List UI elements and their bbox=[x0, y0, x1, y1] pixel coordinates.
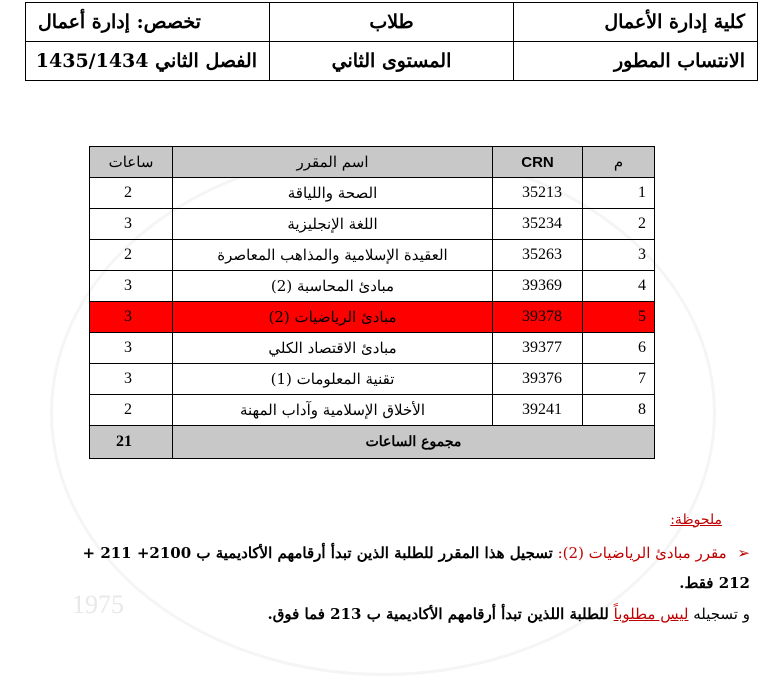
row-crn: 39369 bbox=[493, 271, 583, 302]
total-hours-label: مجموع الساعات bbox=[173, 426, 655, 459]
table-row bbox=[90, 178, 655, 209]
row-crn: 39377 bbox=[493, 333, 583, 364]
row-hours: 3 bbox=[90, 271, 173, 302]
row-course-name: مبادئ الاقتصاد الكلي bbox=[173, 333, 493, 364]
row-hours: 3 bbox=[90, 209, 173, 240]
row-course-name: العقيدة الإسلامية والمذاهب المعاصرة bbox=[173, 240, 493, 271]
row-crn: 35234 bbox=[493, 209, 583, 240]
header-course-name: اسم المقرر bbox=[173, 147, 493, 178]
audience: طلاب bbox=[270, 3, 514, 42]
row-num: 5 bbox=[583, 302, 655, 333]
college-name: كلية إدارة الأعمال bbox=[514, 3, 758, 42]
note-not-required: ليس مطلوباً bbox=[613, 605, 689, 623]
courses-table bbox=[89, 146, 655, 459]
specialization: تخصص: إدارة أعمال bbox=[26, 3, 270, 42]
note-line-2: 212 فقط. bbox=[679, 574, 750, 592]
note-line-3 bbox=[10, 605, 750, 623]
table-row bbox=[90, 333, 655, 364]
row-num: 6 bbox=[583, 333, 655, 364]
level: المستوى الثاني bbox=[270, 42, 514, 81]
table-row bbox=[90, 209, 655, 240]
check-arrow-icon: ➢ bbox=[737, 544, 750, 562]
row-num: 1 bbox=[583, 178, 655, 209]
row-num: 4 bbox=[583, 271, 655, 302]
row-crn: 39376 bbox=[493, 364, 583, 395]
table-row bbox=[90, 364, 655, 395]
row-num: 8 bbox=[583, 395, 655, 426]
note-course-name: مقرر مبادئ الرياضيات (2): bbox=[557, 544, 727, 562]
row-hours: 3 bbox=[90, 302, 173, 333]
row-course-name: مبادئ المحاسبة (2) bbox=[173, 271, 493, 302]
note-line-3-text: للطلبة اللذين تبدأ أرقامهم الأكاديمية ب 213 فما فوق. bbox=[267, 605, 609, 623]
row-crn: 39241 bbox=[493, 395, 583, 426]
row-num: 2 bbox=[583, 209, 655, 240]
watermark-year: 1975 bbox=[72, 590, 124, 619]
row-course-name: الصحة واللياقة bbox=[173, 178, 493, 209]
total-hours-value: 21 bbox=[90, 426, 173, 459]
row-crn: 39378 bbox=[493, 302, 583, 333]
note-line-1-text: تسجيل هذا المقرر للطلبة الذين تبدأ أرقامهم الأكاديمية ب 2100+ 211 + bbox=[82, 544, 553, 562]
header-hours: ساعات bbox=[90, 147, 173, 178]
row-course-name: تقنية المعلومات (1) bbox=[173, 364, 493, 395]
row-num: 3 bbox=[583, 240, 655, 271]
row-hours: 2 bbox=[90, 395, 173, 426]
header-num: م bbox=[583, 147, 655, 178]
header-row-1 bbox=[26, 3, 758, 42]
table-row bbox=[90, 271, 655, 302]
table-row bbox=[90, 240, 655, 271]
row-hours: 2 bbox=[90, 178, 173, 209]
row-crn: 35263 bbox=[493, 240, 583, 271]
note-line-3-prefix: و تسجيله bbox=[693, 605, 750, 623]
row-course-name: اللغة الإنجليزية bbox=[173, 209, 493, 240]
courses-header-row bbox=[90, 147, 655, 178]
row-course-name: مبادئ الرياضيات (2) bbox=[173, 302, 493, 333]
total-row bbox=[90, 426, 655, 459]
semester: الفصل الثاني 1435/1434 bbox=[26, 42, 270, 81]
row-hours: 2 bbox=[90, 240, 173, 271]
row-crn: 35213 bbox=[493, 178, 583, 209]
row-course-name: الأخلاق الإسلامية وآداب المهنة bbox=[173, 395, 493, 426]
row-hours: 3 bbox=[90, 333, 173, 364]
table-row-highlighted bbox=[90, 302, 655, 333]
note-line-1 bbox=[10, 544, 750, 562]
row-num: 7 bbox=[583, 364, 655, 395]
row-hours: 3 bbox=[90, 364, 173, 395]
header-table bbox=[25, 2, 758, 81]
table-row bbox=[90, 395, 655, 426]
header-crn: CRN bbox=[493, 147, 583, 178]
header-row-2 bbox=[26, 42, 758, 81]
program-name: الانتساب المطور bbox=[514, 42, 758, 81]
note-title: ملحوظة: bbox=[670, 512, 722, 528]
